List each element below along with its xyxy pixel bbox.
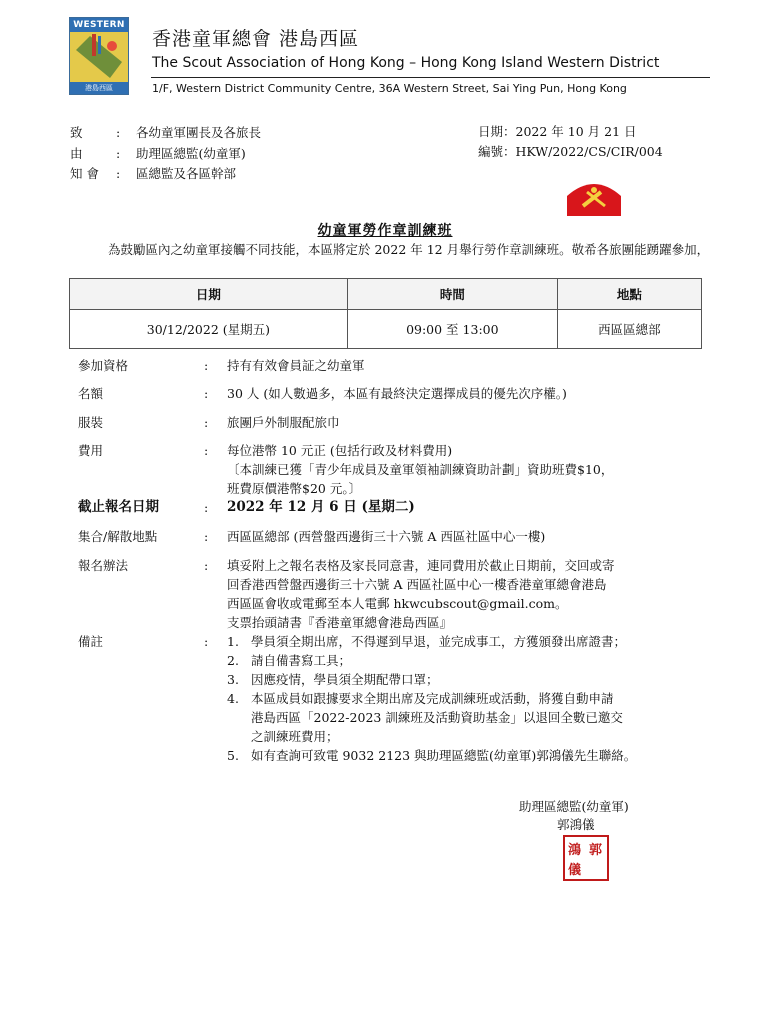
- remarks-list: [227, 632, 713, 765]
- org-name-en: The Scout Association of Hong Kong – Hong Kong Island Western District: [152, 55, 660, 71]
- detail-label: 報名辦法: [78, 558, 129, 573]
- note-number: 5.: [227, 748, 239, 763]
- note-number: 3.: [227, 672, 239, 687]
- detail-label: 集合/解散地點: [78, 529, 158, 544]
- detail-value: 30 人 (如人數過多，本區有最終決定選擇成員的優先次序權。): [227, 386, 567, 401]
- addressing-to: 致 : 各幼童軍團長及各旅長: [70, 125, 262, 140]
- note-text: 之訓練班費用；: [251, 729, 339, 744]
- letter-date: 日期：2022 年 10 月 21 日: [478, 124, 637, 139]
- addressing-value: 各幼童軍團長及各旅長: [136, 125, 262, 140]
- logo-bottom-text: 港島西區: [70, 82, 128, 94]
- handicraft-badge-icon: [563, 180, 625, 220]
- application-line: 填妥附上之報名表格及家長同意書，連同費用於截止日期前，交回或寄: [227, 558, 615, 573]
- logo-top-text: WESTERN: [70, 18, 128, 32]
- detail-label: 服裝: [78, 415, 104, 430]
- intro-paragraph: [70, 240, 710, 259]
- list-item: [227, 670, 713, 689]
- signatory-name: 郭鴻儀: [557, 817, 595, 832]
- detail-label: 備註: [78, 634, 104, 649]
- application-line: 回香港西營盤西邊街三十六號 A 西區社區中心一樓香港童軍總會港島: [227, 577, 607, 592]
- scout-emblem-icon: [70, 32, 128, 82]
- seal-char: 鴻: [568, 843, 582, 858]
- header-venue: 地點: [557, 279, 701, 310]
- fee-line: 每位港幣 10 元正 (包括行政及材料費用): [227, 443, 453, 458]
- cell-date: 30/12/2022 (星期五): [70, 310, 348, 349]
- addressing-key: 知會: [70, 166, 104, 181]
- cell-time: 09:00 至 13:00: [347, 310, 557, 349]
- note-text: 因應疫情，學員須全期配帶口罩；: [251, 672, 439, 687]
- header-time: 時間: [347, 279, 557, 310]
- list-item: [227, 632, 713, 651]
- table-row: [70, 310, 702, 349]
- cell-venue: 西區區總部: [557, 310, 701, 349]
- detail-value: 旅團戶外制服配旅巾: [227, 415, 340, 430]
- org-name-zh: 香港童軍總會 港島西區: [152, 28, 360, 50]
- name-seal: [563, 835, 609, 881]
- addressing-key: 由: [70, 146, 87, 161]
- application-line: 支票抬頭請書『香港童軍總會港島西區』: [227, 615, 453, 630]
- addressing-from: 由 : 助理區總監(幼童軍): [70, 146, 246, 161]
- district-logo: [69, 17, 129, 95]
- addressing-cc: 知會 : 區總監及各區幹部: [70, 166, 237, 181]
- letterhead-rule: [151, 77, 710, 78]
- addressing-key: 致: [70, 125, 87, 140]
- signatory-title: 助理區總監(幼童軍): [519, 799, 629, 814]
- fee-line: 〔本訓練已獲「青少年成員及童軍領袖訓練資助計劃」資助班費$10，: [227, 462, 614, 477]
- table-header-row: [70, 279, 702, 310]
- addressing-value: 助理區總監(幼童軍): [136, 146, 246, 161]
- detail-label: 參加資格: [78, 358, 129, 373]
- application-line: 西區區會收或電郵至本人電郵 hkwcubscout@gmail.com。: [227, 596, 568, 611]
- detail-label: 費用: [78, 443, 104, 458]
- list-item: [227, 689, 713, 746]
- page-title: 幼童軍勞作章訓練班: [317, 223, 453, 239]
- note-text: 如有查詢可致電 9032 2123 與助理區總監(幼童軍)郭鴻儀先生聯絡。: [251, 748, 637, 763]
- note-text: 學員須全期出席，不得遲到早退，並完成事工，方獲頒發出席證書；: [251, 634, 627, 649]
- seal-char: 郭: [589, 843, 603, 858]
- detail-label: 截止報名日期: [78, 499, 159, 515]
- schedule-table: [69, 278, 702, 349]
- detail-value: 西區區總部 (西營盤西邊街三十六號 A 西區社區中心一樓): [227, 529, 546, 544]
- detail-value: 持有有效會員証之幼童軍: [227, 358, 365, 373]
- note-text: 港島西區「2022-2023 訓練班及活動資助基金」以退回全數已邀交: [251, 710, 623, 725]
- header-date: 日期: [70, 279, 348, 310]
- detail-value: 2022 年 12 月 6 日 (星期二): [227, 499, 415, 515]
- note-number: 4.: [227, 691, 239, 706]
- fee-line: 班費原價港幣$20 元。〕: [227, 481, 362, 496]
- org-address: 1/F, Western District Community Centre, 36A Western Street, Sai Ying Pun, Hong Kong: [152, 82, 627, 95]
- list-item: [227, 746, 713, 765]
- intro-text: 為鼓勵區內之幼童軍接觸不同技能，本區將定於 2022 年 12 月舉行勞作章訓練班。敬希各旅團能踴躍參加，: [108, 242, 710, 257]
- note-number: 2.: [227, 653, 239, 668]
- detail-label: 名額: [78, 386, 104, 401]
- letter-ref: 編號：HKW/2022/CS/CIR/004: [478, 144, 663, 159]
- note-text: 本區成員如跟據要求全期出席及完成訓練班或活動，將獲自動申請: [251, 691, 614, 706]
- note-number: 1.: [227, 634, 239, 649]
- addressing-value: 區總監及各區幹部: [136, 166, 237, 181]
- seal-char: 儀: [568, 863, 582, 878]
- list-item: [227, 651, 713, 670]
- note-text: 請自備書寫工具；: [251, 653, 352, 668]
